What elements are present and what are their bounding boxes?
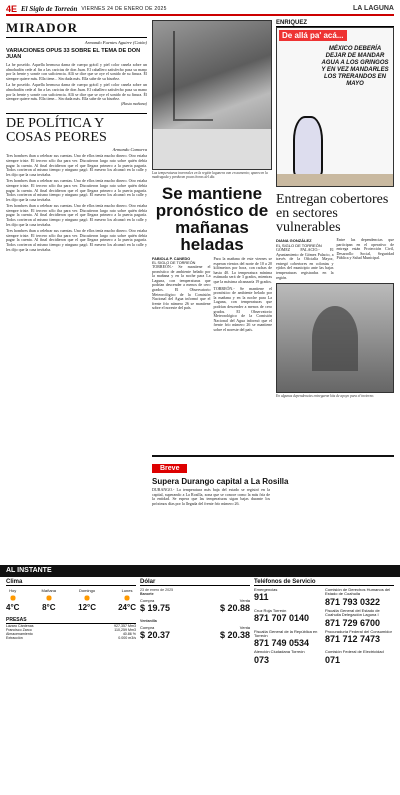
sun-icon [8, 594, 18, 602]
weather-photo [152, 20, 272, 170]
info-strip [6, 579, 394, 791]
sun-icon [44, 594, 54, 602]
cobertores-caption: En algunas dependencias entregaron kits de apoyo para el invierno. [276, 394, 375, 399]
brief-box [152, 455, 394, 506]
politics-body: Tres hombres iban a celebrar sus cuentas. Uno de ellos tenía mucho dinero. Otro estaba siempre triste. El tercero sólo iba para ver. Discutieron largo rato sobre quién debía pagar la cuenta. Al final decidieron que el que llegara primero a la puerta pagaría. Todos corrieron al mismo tiempo y ninguno pagó. El mesero los alcanzó en la calle y les dijo que la casa invitaba. [6, 153, 147, 177]
column-byline: Armando Fuentes Aguirre (Catón) [84, 40, 147, 45]
weather-title: Clima [6, 579, 136, 586]
cobertores-body-2: Entre las dependencias que participan en el operativo de entrega están Protección Civil, Desarrollo Social, Seguridad Pública y Salud Municipal. [336, 237, 394, 261]
phone-entry: Comisión Federal de Electricidad 071 [325, 649, 384, 665]
column-body: La he poseído. Aquella hermosa dama de cuerpo grácil y piel color canela sobre un almohadón cede al fin a las caricias de don Juan. El caballero satisfecho pasa su mano por la frente y sonríe con suficiencia. Allí se dice que se oye el sonido de su finura. Él siempre quiere más. Ella tiene... Sin duda más. Ella sabe de su bisoñez. [6, 62, 147, 81]
cartoon-title: De allá pa' acá... [279, 30, 347, 41]
story-byline-source: EL SIGLO DE TORREÓN [152, 261, 196, 265]
weather-box [6, 579, 136, 791]
opinion-column [6, 20, 147, 252]
sell-price: $ 20.38 [219, 630, 250, 640]
phone-entry: Fiscalía General del Estado de Coahuila Delegación Laguna I 871 729 6700 [325, 607, 381, 628]
column-subhead: VARIACIONES OPUS 33 SOBRE EL TEMA DE DON JUAN [6, 48, 141, 60]
brief-tag: Breve [152, 464, 187, 473]
brief-headline: Supera Durango capital a La Rosilla [152, 477, 289, 486]
phone-entry: Procuraduría Federal del Consumidor 871 712 7473 [325, 628, 392, 645]
phones-box [254, 579, 394, 791]
politics-body-3: Tres hombres iban a celebrar sus cuentas. Uno de ellos tenía mucho dinero. Otro estaba siempre triste. El tercero sólo iba para ver. Discutieron largo rato sobre quién debía pagar la cuenta. Al final decidieron que el que llegara primero a la puerta pagaría. Todos corrieron al mismo tiempo y ninguno pagó. El mesero los alcanzó en la calle y les dijo que la casa invitaba. [6, 203, 147, 227]
section-name: LA LAGUNA [353, 5, 394, 12]
headline: Se mantiene pronóstico de mañanas heladas [155, 184, 269, 254]
dollar-box: Dólar 23 de enero de 2025 Banorte Compra Venta $ 19.75 $ 20.88 Ventanilla Compra Venta $ 20.37 $ 20.38 [140, 579, 250, 640]
cartoon-figure [293, 116, 323, 176]
table-row: Francisco Zarco 110,259 Mm3 [6, 628, 136, 632]
forecast-day: Hoy 4°C [6, 588, 20, 612]
politics-heading: DE POLÍTICA Y COSAS PEORES [6, 113, 147, 145]
dams-title: PRESAS [6, 617, 136, 624]
sell-price: $ 20.88 [219, 603, 250, 613]
dollar-title: Dólar [140, 579, 250, 586]
column-kicker: MIRADOR [6, 20, 147, 38]
phones-title: Teléfonos de Servicio [254, 579, 394, 586]
dollar-date: 23 de enero de 2025 [140, 588, 174, 592]
phone-entry: Fiscalía General de la República en Torreón 871 749 0534 [254, 628, 318, 649]
publication-name: El Siglo de Torreón [21, 4, 78, 13]
phone-entry: Emergencias 911 [254, 587, 278, 603]
forecast-day: Lunes 24°C [118, 588, 136, 612]
phone-entry: Atención Ciudadana Torreón 073 [254, 649, 305, 665]
table-row: Lázaro Cárdenas 927,357 Mm3 [6, 624, 136, 628]
cartoon-author: ENRIQUEZ [276, 20, 394, 27]
buy-price: $ 20.37 [140, 630, 171, 640]
phone-entry: Cruz Roja Torreón 871 707 0140 [254, 607, 310, 624]
weather-story [152, 20, 272, 333]
story-body-3: TORREÓN.- Se mantiene el pronóstico de ambiente helado por la mañana y en la noche para La Laguna, con temperaturas que podrían descender a menos de cero grados. El Observatorio Meteorológico de la Comisión Nacional del Agua informó que el frente frío número 26 se mantiene sobre el noreste del país. [213, 285, 272, 332]
cartoon-speech: MÉXICO DEBERÍA DEJAR DE MANDAR AGUA A LOS GRINGOS Y EN VEZ MANDARLES LOS TRERANDOS EN MAYO [321, 46, 389, 87]
bank-name: Banorte [140, 592, 154, 596]
cobertores-body: GÓMEZ PALACIO.- El Ayuntamiento de Gómez Palacio, a través de la Oficialía Mayor, entregó cobertores en colonias y ejidos del municipio ante las bajas temperaturas registradas en la región. [276, 247, 334, 280]
editorial-cartoon [276, 27, 394, 187]
issue-date: VIERNES 24 DE ENERO DE 2025 [81, 5, 167, 12]
politics-byline: Armando Camorra [112, 147, 147, 153]
story-body-2: Para la mañana de este viernes se esperan vientos del norte de 10 a 20 kilómetros por hora, con rachas de hasta 40. La temperatura mínima estimada será de 3 grados, mientras que la máxima alcanzaría 19 grados. [213, 256, 272, 284]
cobertores-headline: Entregan cobertores en sectores vulnerables [276, 192, 389, 235]
forecast-day: Domingo 12°C [78, 588, 96, 612]
brief-text: DURANGO.- La temperatura más baja del estado se registró en la capital, superando a La Rosilla, zona que se conoce como la más fría de la entidad. Se espera que las temperaturas sigan bajas durante los próximos días por la llegada del frente frío número 26. [152, 487, 270, 506]
cobertores-photo [276, 283, 394, 393]
cartoon-and-story [276, 20, 394, 398]
sun-icon [82, 594, 92, 602]
phone-entry: Comisión de Derechos Humanos del Estado de Coahuila 871 793 0322 [325, 587, 391, 607]
table-row: Almacenamiento 40.86 % [6, 632, 136, 636]
al-instante-bar: AL INSTANTE [0, 565, 400, 577]
cobertores-byline-source: EL SIGLO DE TORREÓN [276, 243, 322, 248]
story-byline: FABIOLA P. CANEDO [152, 257, 191, 261]
table-row: Extracción 0.000 m3/s [6, 636, 136, 640]
page-number: 4E [6, 3, 18, 14]
bank-name: Ventanilla [140, 619, 157, 623]
cobertores-byline: DIANA GONZÁLEZ [276, 238, 312, 243]
column-body-2: La he poseído. Aquella hermosa dama de cuerpo grácil y piel color canela sobre un almohadón cede al fin a las caricias de don Juan. El caballero satisfecho pasa su mano por la frente y sonríe con suficiencia. Allí se dice que se oye el sonido de su finura. Él siempre quiere más. Ella tiene... Sin duda más. Ella sabe de su bisoñez. [6, 82, 147, 102]
sun-icon [122, 594, 132, 602]
forecast-day: Mañana 8°C [41, 588, 57, 612]
page-header [6, 3, 394, 16]
buy-price: $ 19.75 [140, 603, 171, 613]
politics-body-2: Tres hombres iban a celebrar sus cuentas. Uno de ellos tenía mucho dinero. Otro estaba siempre triste. El tercero sólo iba para ver. Discutieron largo rato sobre quién debía pagar la cuenta. Al final decidieron que el que llegara primero a la puerta pagaría. Todos corrieron al mismo tiempo y ninguno pagó. El mesero los alcanzó en la calle y les dijo que la casa invitaba. [6, 178, 147, 202]
dams-table [6, 617, 136, 640]
photo-caption: Las temperaturas invernales en la región lagunera van en aumento; aparecen la madrugada y perduran pocas horas del día. [152, 171, 268, 179]
column-end: (Hasta mañana) [120, 100, 147, 106]
story-body: TORREÓN.- Se mantiene el pronóstico de ambiente helado por la mañana y en la noche para La Laguna, con temperaturas que podrían descender a menos de cero grados. El Observatorio Meteorológico de la Comisión Nacional del Agua informó que el frente frío número 26 se mantiene sobre el noreste del país. [152, 264, 211, 311]
politics-body-4: Tres hombres iban a celebrar sus cuentas. Uno de ellos tenía mucho dinero. Otro estaba siempre triste. El tercero sólo iba para ver. Discutieron largo rato sobre quién debía pagar la cuenta. Al final decidieron que el que llegara primero a la puerta pagaría. Todos corrieron al mismo tiempo y ninguno pagó. El mesero los alcanzó en la calle y les dijo que la casa invitaba. [6, 228, 147, 252]
